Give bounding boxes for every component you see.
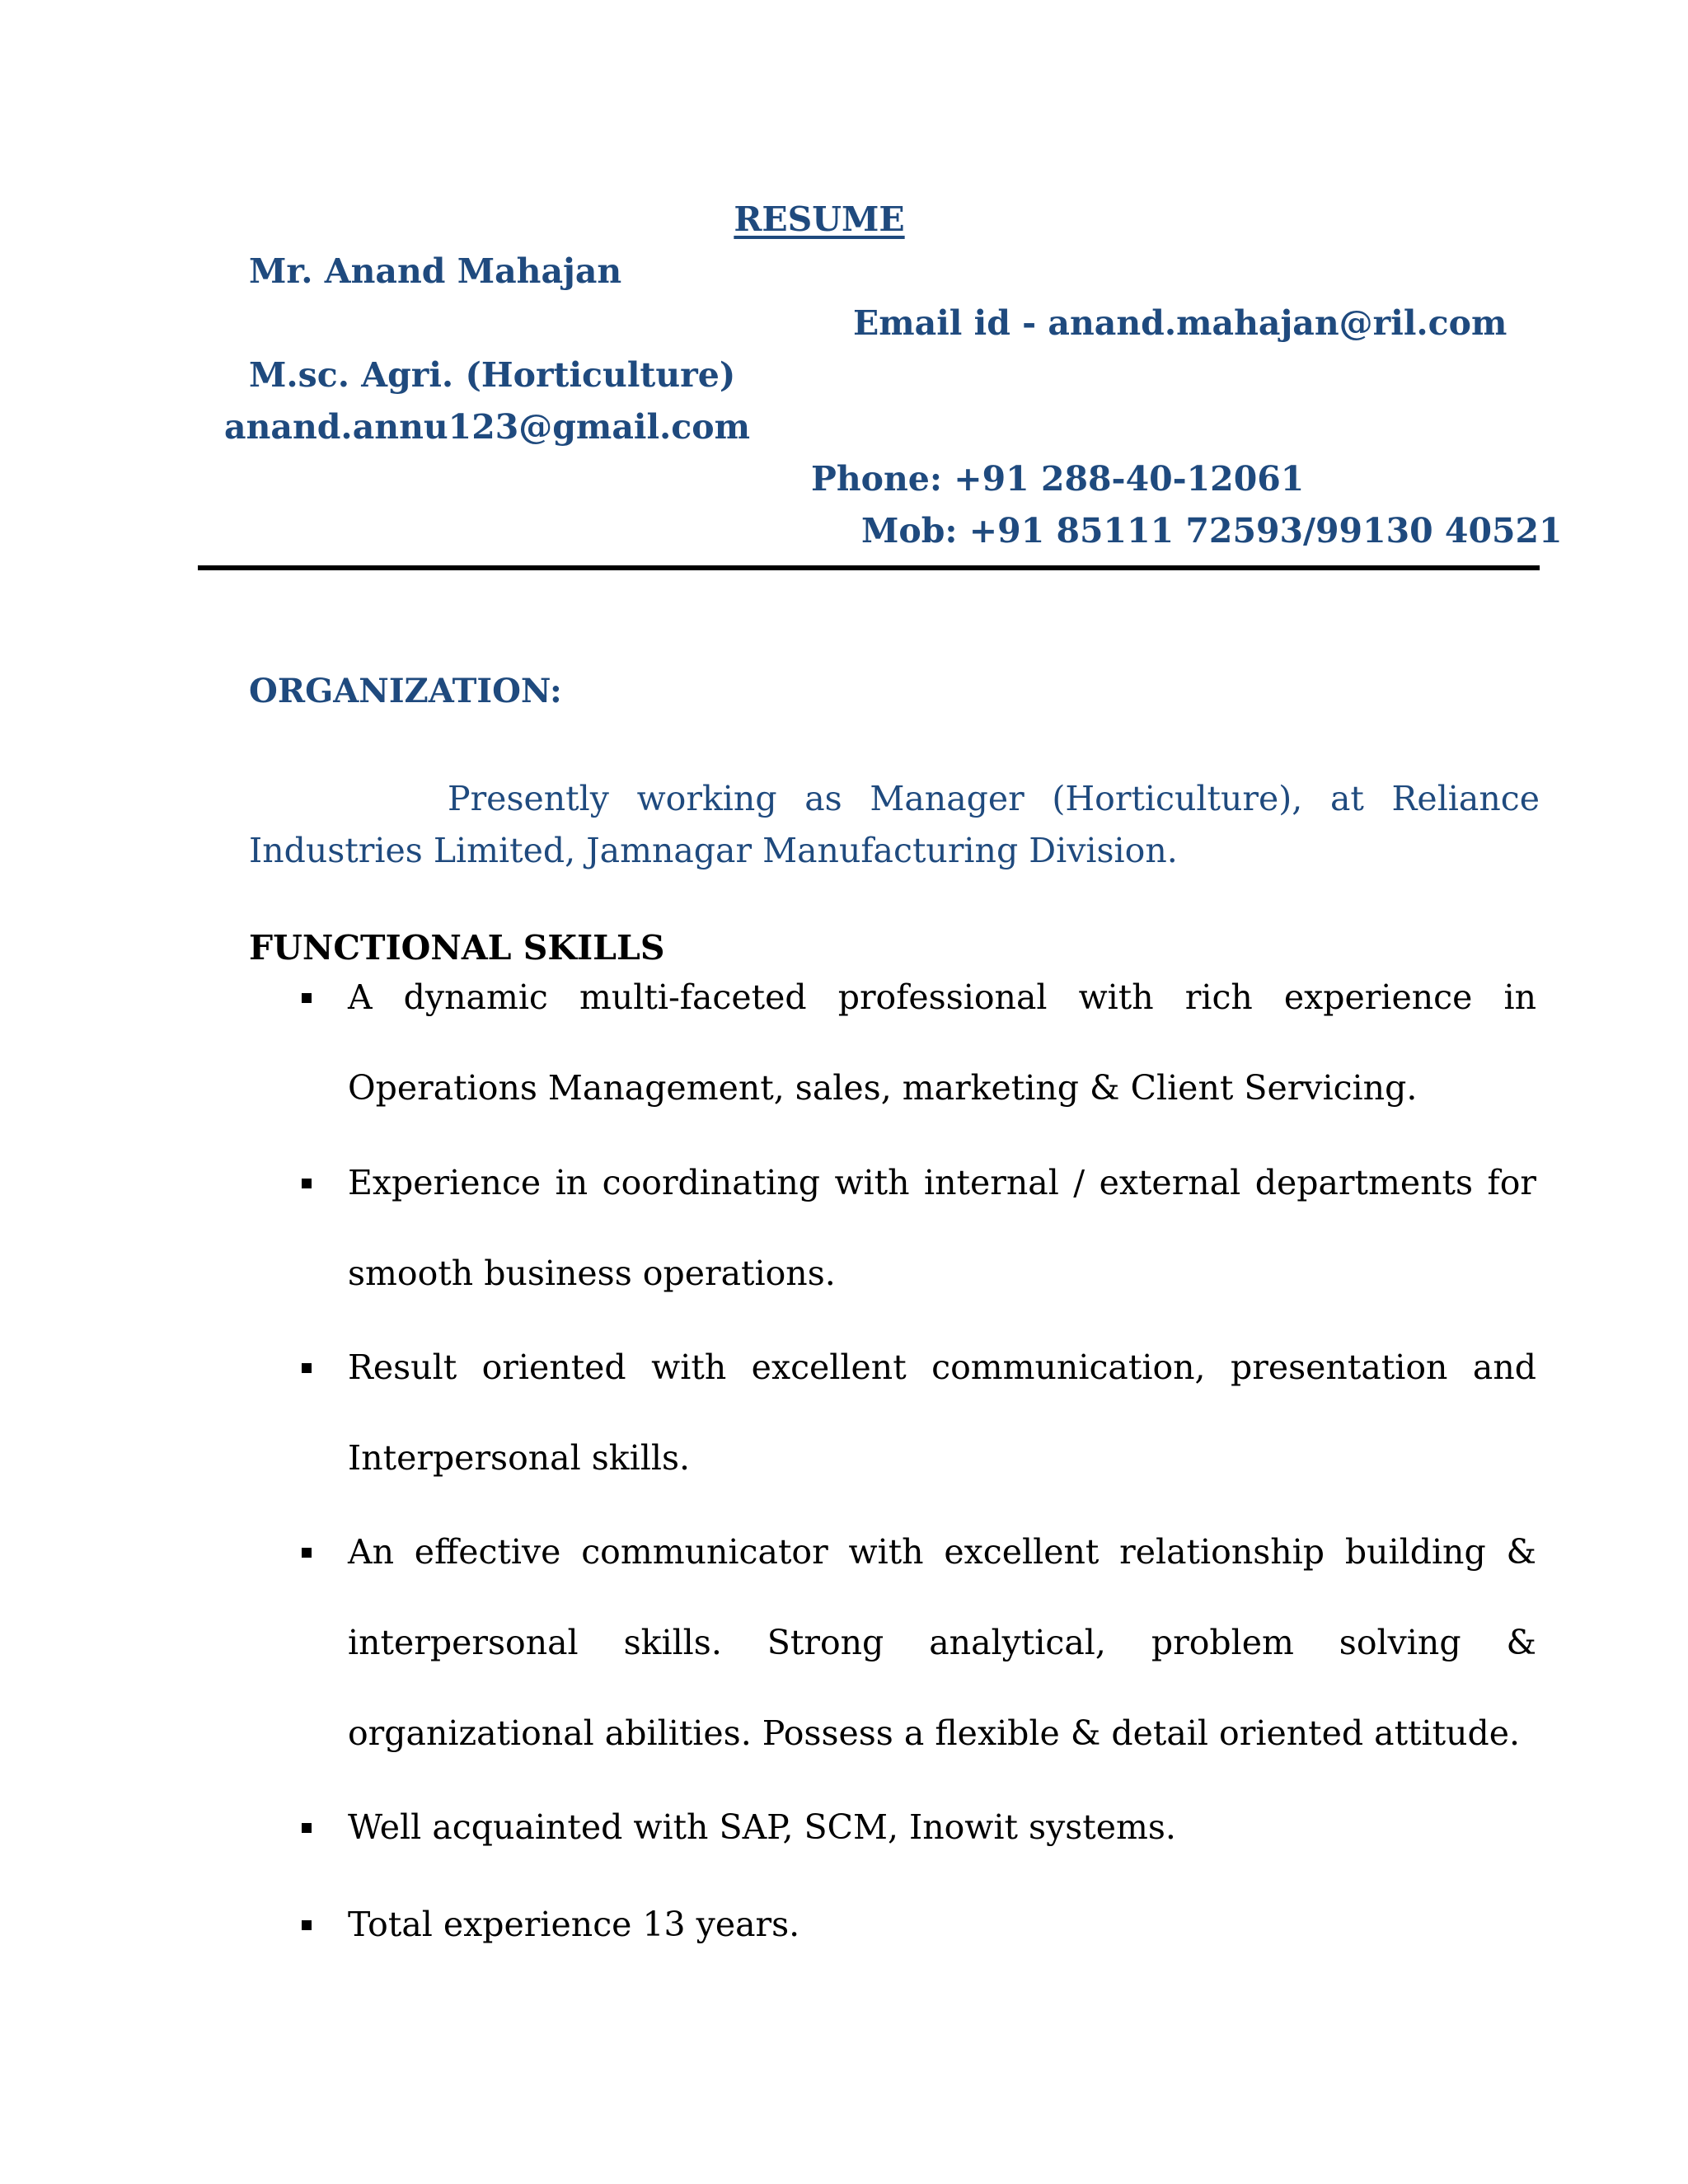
phone-number: Phone: +91 288-40-12061 <box>811 459 1305 499</box>
header-divider <box>198 565 1540 570</box>
square-bullet-icon <box>302 1363 312 1373</box>
skill-text: Experience in coordinating with internal / external departments for smooth business operations. <box>348 1163 1536 1293</box>
square-bullet-icon <box>302 1823 312 1833</box>
candidate-name: Mr. Anand Mahajan <box>249 251 622 291</box>
skills-heading: FUNCTIONAL SKILLS <box>249 928 665 968</box>
square-bullet-icon <box>302 993 312 1003</box>
skill-text: Result oriented with excellent communication, presentation and Interpersonal skills. <box>348 1347 1536 1478</box>
resume-title: RESUME <box>734 199 905 239</box>
skill-text: A dynamic multi-faceted professional with rich experience in Operations Management, sales, marketing & Client Servicing. <box>348 977 1536 1108</box>
work-email: Email id - anand.mahajan@ril.com <box>853 303 1507 343</box>
personal-email: anand.annu123@gmail.com <box>224 407 751 447</box>
skill-text: Total experience 13 years. <box>348 1905 800 1944</box>
skill-text: Well acquainted with SAP, SCM, Inowit systems. <box>348 1807 1176 1847</box>
mobile-number: Mob: +91 85111 72593/99130 40521 <box>861 511 1563 551</box>
square-bullet-icon <box>302 1179 312 1188</box>
organization-text: Presently working as Manager (Horticulture), at Reliance Industries Limited, Jamnagar Manufacturing Division. <box>249 779 1540 870</box>
skill-text: An effective communicator with excellent relationship building & interpersonal skills. Strong analytical, problem solving & organizational abilities. Possess a flexible & detail oriented attitude. <box>348 1532 1536 1753</box>
organization-heading: ORGANIZATION: <box>249 672 562 710</box>
square-bullet-icon <box>302 1920 312 1930</box>
square-bullet-icon <box>302 1548 312 1558</box>
degree: M.sc. Agri. (Horticulture) <box>249 355 736 395</box>
